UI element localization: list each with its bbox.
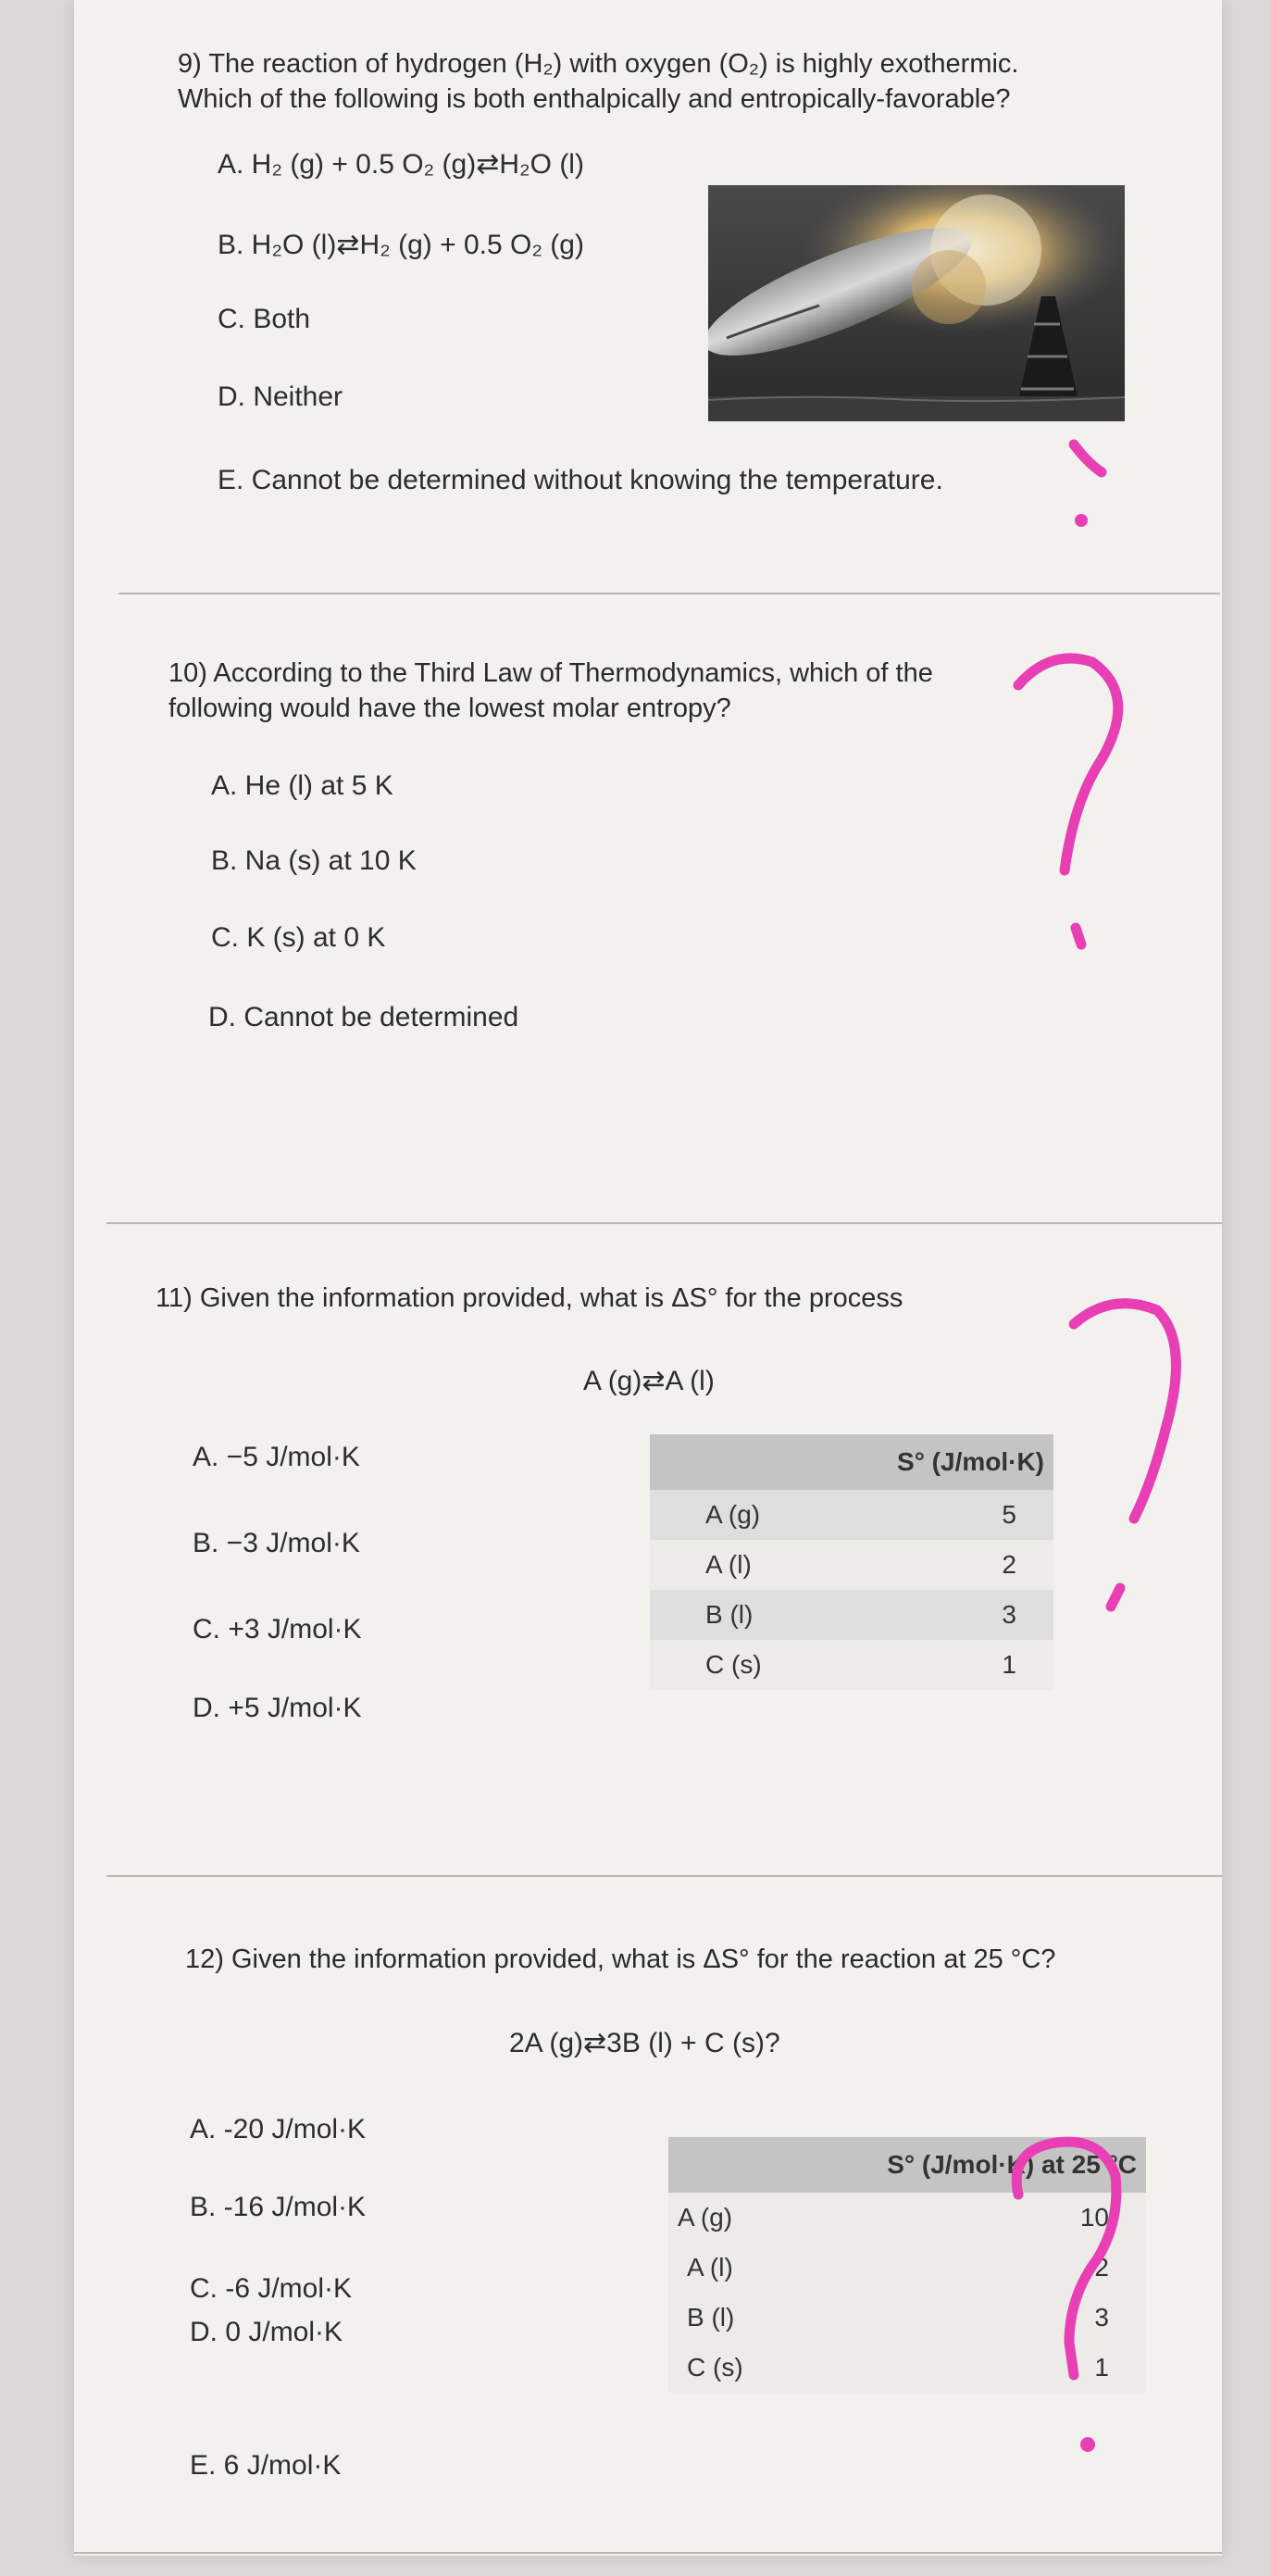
q11-option-a[interactable]: A. −5 J/mol·K — [193, 1442, 360, 1472]
q12-option-c[interactable]: C. -6 J/mol·K — [190, 2273, 353, 2304]
q12-species: B (l) — [668, 2293, 922, 2343]
q12-value: 2 — [922, 2243, 1146, 2293]
q9-option-d[interactable]: D. Neither — [218, 381, 343, 412]
divider-2 — [106, 1222, 1222, 1224]
q10-option-d[interactable]: D. Cannot be determined — [208, 1002, 519, 1032]
q11-option-c[interactable]: C. +3 J/mol·K — [193, 1614, 362, 1644]
divider-4 — [74, 2552, 1222, 2554]
q9-option-a[interactable]: A. H₂ (g) + 0.5 O₂ (g)⇄H₂O (l) — [218, 149, 584, 180]
q12-species: A (l) — [668, 2243, 922, 2293]
q9-option-c[interactable]: C. Both — [218, 304, 311, 334]
q11-species: A (l) — [650, 1540, 926, 1590]
q11-option-b[interactable]: B. −3 J/mol·K — [193, 1528, 360, 1558]
airship-fire-photo — [708, 185, 1125, 421]
q12-option-b[interactable]: B. -16 J/mol·K — [190, 2192, 367, 2222]
q11-value: 5 — [926, 1490, 1053, 1540]
divider-3 — [106, 1875, 1222, 1877]
q9-line2: Which of the following is both enthalpically and entropically-favorable? — [178, 84, 1011, 114]
q12-line1: 12) Given the information provided, what is ΔS° for the reaction at 25 °C? — [185, 1945, 1056, 1974]
q10-option-a[interactable]: A. He (l) at 5 K — [211, 770, 393, 801]
q10-option-b[interactable]: B. Na (s) at 10 K — [211, 845, 417, 876]
q11-equation: A (g)⇄A (l) — [583, 1366, 715, 1396]
q12-value: 3 — [922, 2293, 1146, 2343]
q12-option-a[interactable]: A. -20 J/mol·K — [190, 2114, 367, 2145]
q12-table-header: S° (J/mol·K) at 25 °C — [668, 2137, 1146, 2193]
q10-line1: 10) According to the Third Law of Thermodynamics, which of the — [168, 658, 933, 688]
q9-option-e[interactable]: E. Cannot be determined without knowing the temperature. — [218, 465, 943, 495]
q12-species: C (s) — [668, 2343, 922, 2393]
q11-option-d[interactable]: D. +5 J/mol·K — [193, 1693, 362, 1723]
divider-1 — [118, 593, 1220, 594]
q12-species: A (g) — [668, 2193, 922, 2243]
q12-value: 1 — [922, 2343, 1146, 2393]
q11-table-header: S° (J/mol·K) — [650, 1434, 1053, 1490]
q12-option-d[interactable]: D. 0 J/mol·K — [190, 2317, 343, 2347]
q11-value: 3 — [926, 1590, 1053, 1640]
q9-option-b[interactable]: B. H₂O (l)⇄H₂ (g) + 0.5 O₂ (g) — [218, 230, 584, 260]
q11-line1: 11) Given the information provided, what is ΔS° for the process — [156, 1283, 903, 1313]
q11-species: B (l) — [650, 1590, 926, 1640]
q12-entropy-table — [668, 2137, 1146, 2393]
q10-option-c[interactable]: C. K (s) at 0 K — [211, 922, 386, 953]
q11-value: 1 — [926, 1640, 1053, 1690]
q11-value: 2 — [926, 1540, 1053, 1590]
q9-line1: 9) The reaction of hydrogen (H₂) with oxygen (O₂) is highly exothermic. — [178, 49, 1019, 79]
q12-value: 10 — [922, 2193, 1146, 2243]
q10-line2: following would have the lowest molar entropy? — [168, 694, 731, 723]
q11-species: C (s) — [650, 1640, 926, 1690]
q12-option-e[interactable]: E. 6 J/mol·K — [190, 2450, 342, 2481]
q11-entropy-table — [650, 1434, 1053, 1690]
q12-equation: 2A (g)⇄3B (l) + C (s)? — [509, 2028, 780, 2058]
q11-species: A (g) — [650, 1490, 926, 1540]
